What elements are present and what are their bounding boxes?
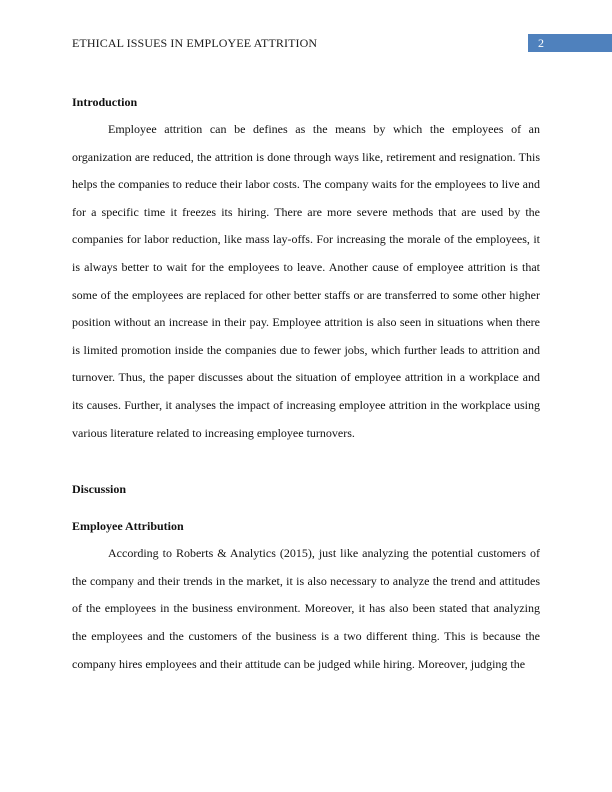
- document-body: [72, 92, 540, 678]
- introduction-heading: Introduction: [72, 95, 138, 109]
- discussion-heading: Discussion: [72, 482, 127, 497]
- introduction-paragraph: Employee attrition can be defines as the means by which the employees of an organization are reduced, the attrition is done through ways like, retirement and resignation. This helps the companies to reduce their labor costs. The company waits for the employees to live and for a specific time it freezes its hiring. There are more severe methods that are used by the companies for labor reduction, like mass lay-offs. For increasing the morale of the employees, it is always better to wait for the employees to leave. Another cause of employee attrition is that some of the employees are replaced for other better staffs or are transferred to some other higher position without an increase in their pay. Employee attrition is also seen in situations when there is limited promotion inside the companies due to fewer jobs, which further leads to attrition and turnover. Thus, the paper discusses about the situation of employee attrition in a workplace and its causes. Further, it analyses the impact of increasing employee attrition in the workplace using various literature related to increasing employee turnovers.: [72, 122, 540, 440]
- running-head: ETHICAL ISSUES IN EMPLOYEE ATTRITION: [72, 36, 318, 50]
- employee-attribution-heading: Employee Attribution: [72, 519, 184, 534]
- employee-attribution-paragraph: According to Roberts & Analytics (2015), just like analyzing the potential customers of the company and their trends in the market, it is also necessary to analyze the trend and attitudes of the employees in the business environment. Moreover, it has also been stated that analyzing the employees and the customers of the business is a two different thing. This is because the company hires employees and their attitude can be judged while hiring. Moreover, judging the: [72, 546, 540, 671]
- page-number-box: [528, 34, 612, 52]
- page-number: 2: [538, 36, 544, 50]
